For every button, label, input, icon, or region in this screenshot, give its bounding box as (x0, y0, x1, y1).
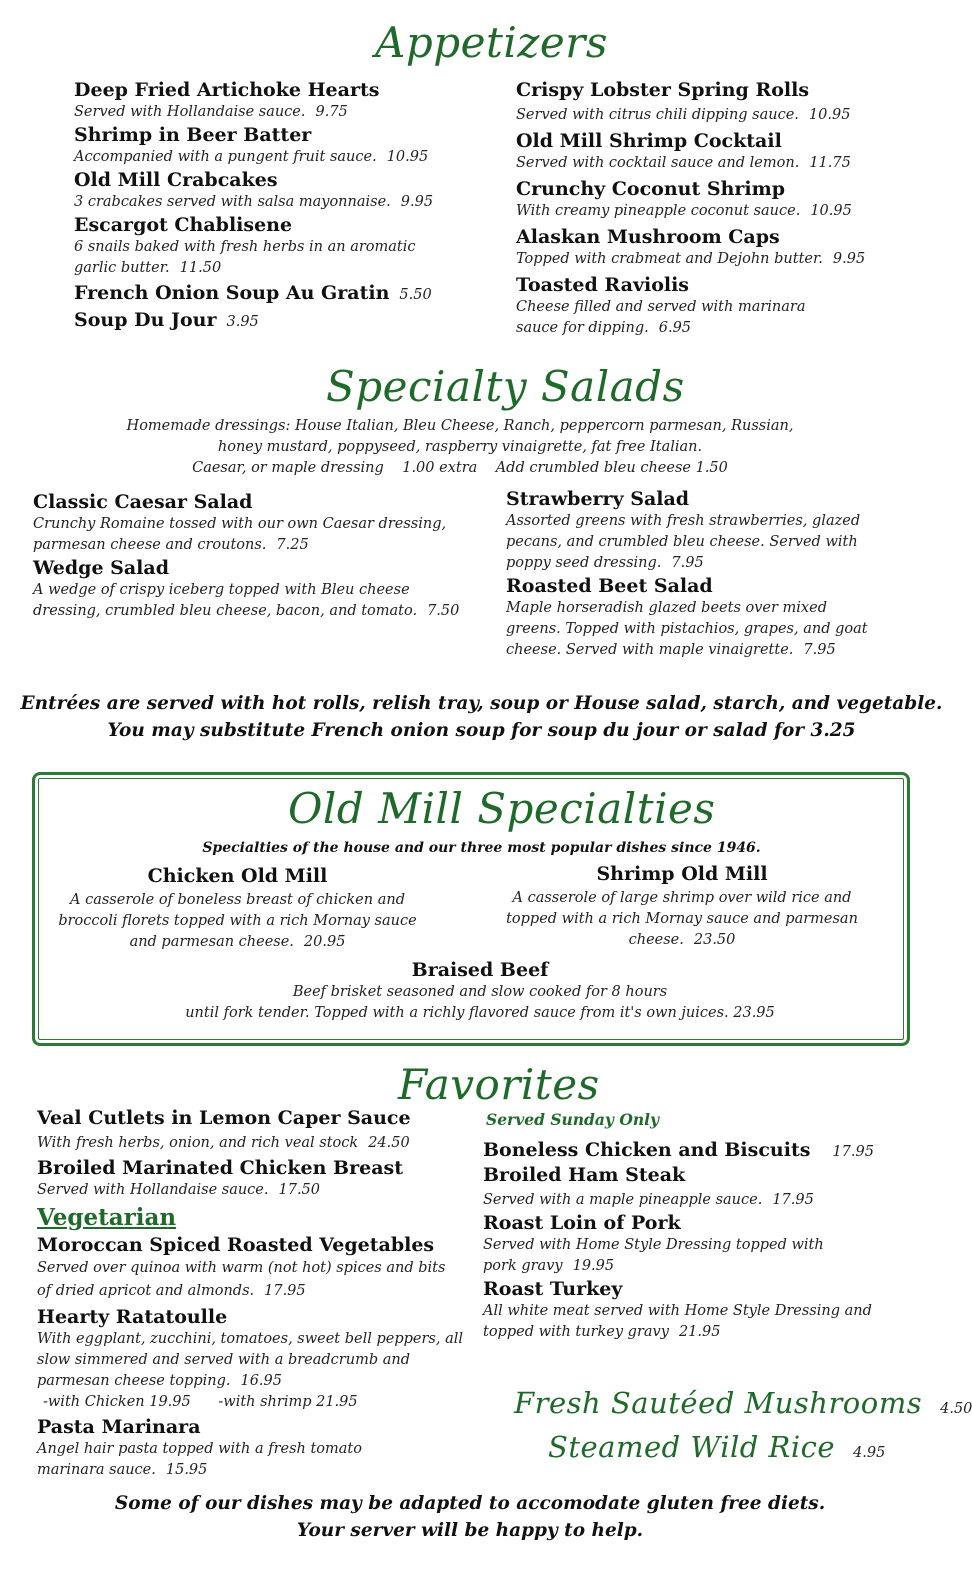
item-description: Served with Hollandaise sauce. 9.75 (74, 104, 348, 120)
item-price: 11.75 (809, 155, 851, 171)
menu-item (74, 213, 494, 279)
item-name: Old Mill Shrimp Cocktail (516, 130, 782, 152)
menu-item (74, 78, 494, 123)
menu-item (516, 78, 936, 126)
item-price: 21.95 (678, 1324, 721, 1340)
menu-item (37, 1415, 477, 1481)
item-price: 10.95 (386, 149, 429, 165)
item-name: Roast Turkey (483, 1278, 623, 1300)
menu-item (483, 1138, 923, 1163)
item-description: topped with a rich Mornay sauce and parmesan (506, 911, 858, 927)
menu-item (506, 487, 936, 574)
menu-item (516, 225, 936, 270)
menu-item (516, 177, 936, 222)
salads-left-column (33, 490, 473, 622)
menu-item (37, 1156, 477, 1201)
item-price: 7.25 (276, 537, 309, 553)
item-description: A casserole of boneless breast of chicken and (70, 892, 405, 908)
menu-item (483, 1277, 923, 1343)
item-price: 9.95 (832, 251, 866, 267)
menu-item (74, 308, 494, 333)
item-description: All white meat served with Home Style Dressing and (483, 1303, 872, 1319)
item-description: Maple horseradish glazed beets over mixed (506, 600, 827, 616)
item-description: cheese. Served with maple vinaigrette. 7.95 (506, 642, 836, 658)
item-name: Roasted Beet Salad (506, 575, 713, 597)
item-name: French Onion Soup Au Gratin (74, 282, 390, 304)
item-name: Broiled Marinated Chicken Breast (37, 1157, 403, 1179)
item-name: Crunchy Coconut Shrimp (516, 178, 786, 200)
item-description: 6 snails baked with fresh herbs in an aromatic (74, 239, 416, 255)
item-description: cheese. 23.50 (628, 932, 736, 948)
item-price: 5.50 (399, 287, 432, 303)
item-description: parmesan cheese and croutons. 7.25 (33, 537, 309, 553)
item-description: Crunchy Romaine tossed with our own Caesar dressing, (33, 516, 447, 532)
item-name: Veal Cutlets in Lemon Caper Sauce (37, 1107, 411, 1129)
side-item (548, 1430, 885, 1464)
item-description: Served with Home Style Dressing topped with (483, 1237, 824, 1253)
menu-item (37, 1305, 477, 1413)
item-price: 23.50 (693, 932, 736, 948)
item-name: Alaskan Mushroom Caps (516, 226, 780, 248)
item-description: marinara sauce. 15.95 (37, 1462, 208, 1478)
item-name: Boneless Chicken and Biscuits (483, 1139, 811, 1161)
item-name: Braised Beef (411, 959, 549, 981)
item-price: 19.95 (572, 1258, 615, 1274)
item-description: Accompanied with a pungent fruit sauce. 10.95 (74, 149, 429, 165)
item-description: A casserole of large shrimp over wild rice and (512, 890, 852, 906)
item-description: pork gravy 19.95 (483, 1258, 615, 1274)
item-description: Served with citrus chili dipping sauce. 10.95 (516, 107, 851, 123)
item-description: poppy seed dressing. 7.95 (506, 555, 704, 571)
entree-note-line: Entrées are served with hot rolls, relish tray, soup or House salad, starch, and vegetable. (20, 693, 943, 714)
item-description: and parmesan cheese. 20.95 (129, 934, 346, 950)
specialties-heading: Old Mill Specialties (288, 784, 716, 833)
item-description: sauce for dipping. 6.95 (516, 320, 692, 336)
item-description: until fork tender. Topped with a richly flavored sauce from it's own juices. 23.95 (185, 1005, 775, 1021)
item-price: 6.95 (658, 320, 692, 336)
item-description: topped with turkey gravy 21.95 (483, 1324, 721, 1340)
item-price: 7.50 (427, 603, 460, 619)
specialty-item (80, 958, 880, 1024)
menu-item (37, 1233, 477, 1303)
item-description: With fresh herbs, onion, and rich veal stock 24.50 (37, 1135, 410, 1151)
item-description: Served with Hollandaise sauce. 17.50 (37, 1182, 321, 1198)
item-name: Roast Loin of Pork (483, 1212, 681, 1234)
entree-note-line: You may substitute French onion soup for soup du jour or salad for 3.25 (107, 720, 856, 741)
appetizers-left-column (74, 78, 494, 333)
item-description: slow simmered and served with a breadcrumb and (37, 1352, 410, 1368)
item-name: Toasted Raviolis (516, 274, 690, 296)
item-price: 23.95 (733, 1005, 775, 1021)
item-description: Served with a maple pineapple sauce. 17.95 (483, 1192, 814, 1208)
item-description: Assorted greens with fresh strawberries, glazed (506, 513, 861, 529)
item-name: Escargot Chablisene (74, 214, 293, 236)
item-name: Strawberry Salad (506, 488, 690, 510)
item-description: pecans, and crumbled bleu cheese. Served with (506, 534, 858, 550)
entree-note (20, 690, 943, 744)
item-description: broccoli florets topped with a rich Mornay sauce (58, 913, 417, 929)
menu-item (33, 490, 473, 556)
item-price: 15.95 (165, 1462, 208, 1478)
appetizers-heading: Appetizers (375, 18, 608, 67)
item-price: 17.95 (264, 1283, 306, 1299)
dressings-line: Caesar, or maple dressing 1.00 extra Add crumbled bleu cheese 1.50 (192, 460, 728, 476)
favorites-right-column (483, 1108, 923, 1343)
sunday-only-label: Served Sunday Only (486, 1110, 660, 1129)
item-description: dressing, crumbled bleu cheese, bacon, and tomato. 7.50 (33, 603, 460, 619)
specialty-item (497, 860, 867, 951)
item-price: 11.50 (179, 260, 222, 276)
item-price: 17.95 (772, 1192, 814, 1208)
item-name: Classic Caesar Salad (33, 491, 253, 513)
item-description: 3 crabcakes served with salsa mayonnaise. 9.95 (74, 194, 434, 210)
item-description: With eggplant, zucchini, tomatoes, sweet bell peppers, all (37, 1331, 464, 1347)
menu-item (483, 1163, 923, 1211)
item-description: Served with cocktail sauce and lemon. 11.75 (516, 155, 851, 171)
footer-line: Your server will be happy to help. (296, 1520, 644, 1541)
appetizers-right-column (516, 78, 936, 339)
menu-item (516, 273, 936, 339)
item-name: Crispy Lobster Spring Rolls (516, 79, 810, 101)
item-description: Angel hair pasta topped with a fresh tomato (37, 1441, 362, 1457)
menu-item (74, 123, 494, 168)
item-name: Chicken Old Mill (147, 865, 328, 887)
item-description: Beef brisket seasoned and slow cooked for 8 hours (292, 984, 668, 1000)
item-price: 9.75 (315, 104, 348, 120)
specialties-subtitle: Specialties of the house and our three most popular dishes since 1946. (202, 840, 761, 856)
item-name: Hearty Ratatoulle (37, 1306, 228, 1328)
item-description: greens. Topped with pistachios, grapes, and goat (506, 621, 868, 637)
item-description: of dried apricot and almonds. 17.95 (37, 1283, 306, 1299)
item-description: parmesan cheese topping. 16.95 (37, 1373, 282, 1389)
menu-item (506, 574, 936, 661)
item-name: Wedge Salad (33, 557, 169, 579)
item-price: 3.95 (226, 314, 259, 330)
salads-heading: Specialty Salads (326, 362, 685, 411)
dressings-line: honey mustard, poppyseed, raspberry vinaigrette, fat free Italian. (217, 439, 703, 455)
footer-line: Some of our dishes may be adapted to accomodate gluten free diets. (114, 1493, 826, 1514)
item-name: Shrimp Old Mill (596, 863, 768, 885)
item-name: Pasta Marinara (37, 1416, 201, 1438)
gluten-free-note (20, 1490, 920, 1544)
item-name: Deep Fried Artichoke Hearts (74, 79, 380, 101)
favorites-heading: Favorites (398, 1060, 600, 1109)
item-name: Broiled Ham Steak (483, 1164, 686, 1186)
item-name: Soup Du Jour (74, 309, 217, 331)
item-price: 17.95 (832, 1144, 874, 1160)
item-description: Served over quinoa with warm (not hot) spices and bits (37, 1260, 446, 1276)
item-name: Old Mill Crabcakes (74, 169, 278, 191)
item-description: With creamy pineapple coconut sauce. 10.95 (516, 203, 852, 219)
item-description: Topped with crabmeat and Dejohn butter. 9.95 (516, 251, 866, 267)
side-item (514, 1386, 972, 1420)
side-name: Fresh Sautéed Mushrooms (514, 1386, 923, 1420)
item-price: 4.95 (853, 1445, 886, 1461)
item-description: garlic butter. 11.50 (74, 260, 222, 276)
item-price: 24.50 (368, 1135, 410, 1151)
menu-item (74, 168, 494, 213)
menu-item (516, 129, 936, 174)
menu-item (33, 556, 473, 622)
dressings-line: Homemade dressings: House Italian, Bleu Cheese, Ranch, peppercorn parmesan, Russian, (126, 418, 794, 434)
vegetarian-heading: Vegetarian (37, 1204, 177, 1231)
favorites-left-column (37, 1106, 477, 1481)
item-extra-options: -with Chicken 19.95 -with shrimp 21.95 (43, 1394, 358, 1410)
item-description: Cheese filled and served with marinara (516, 299, 806, 315)
item-price: 7.95 (671, 555, 704, 571)
item-name: Moroccan Spiced Roasted Vegetables (37, 1234, 435, 1256)
item-price: 9.95 (400, 194, 434, 210)
menu-item (37, 1106, 477, 1154)
menu-item (74, 281, 494, 306)
side-name: Steamed Wild Rice (548, 1430, 836, 1464)
item-price: 16.95 (240, 1373, 282, 1389)
item-price: 17.50 (278, 1182, 321, 1198)
item-price: 4.50 (940, 1401, 972, 1417)
item-price: 10.95 (808, 107, 851, 123)
item-price: 10.95 (810, 203, 852, 219)
item-price: 20.95 (303, 934, 346, 950)
item-price: 7.95 (803, 642, 836, 658)
specialty-item (50, 862, 425, 953)
menu-item (483, 1211, 923, 1277)
item-name: Shrimp in Beer Batter (74, 124, 312, 146)
item-description: A wedge of crispy iceberg topped with Bleu cheese (33, 582, 410, 598)
dressings-note (60, 416, 860, 479)
salads-right-column (506, 487, 936, 661)
